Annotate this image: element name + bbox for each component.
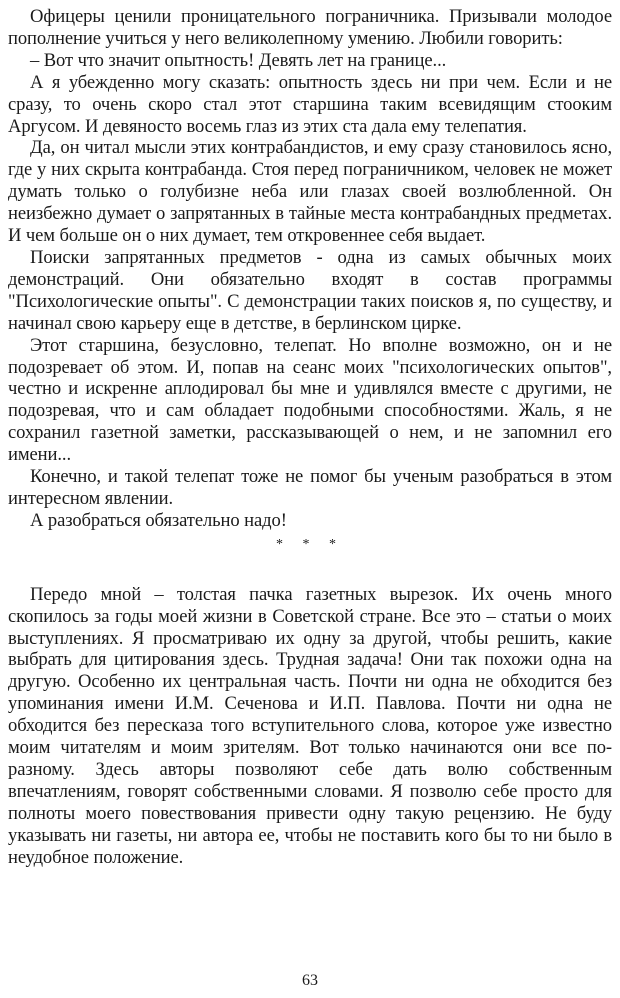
paragraph: Этот старшина, безусловно, телепат. Но вполне возможно, он и не подозревает об этом. И, попав на сеанс моих "психологических опытов", честно и искренне аплодировал бы мне и удивлялся вместе с другими, не подозревая, что и сам обладает подобными способностями. Жаль, я не сохранил газетной заметки, рассказывающей о нем, и не запомнил его имени... [8, 334, 612, 466]
paragraph: Поиски запрятанных предметов - одна из самых обычных моих демонстраций. Они обязательно входят в состав программы "Психологические опыты". С демонстрации таких поисков я, по существу, и начинал свою карьеру еще в детстве, в берлинском цирке. [8, 246, 612, 334]
paragraph: Да, он читал мысли этих контрабандистов, и ему сразу становилось ясно, где у них скрыта контрабанда. Стоя перед пограничником, человек не может думать только о голубизне неба или глазах своей возлюбленной. Он неизбежно думает о запрятанных в тайные места контрабандных предметах. И чем больше он о них думает, тем откровеннее себя выдает. [8, 137, 612, 247]
paragraph: А разобраться обязательно надо! [30, 509, 287, 531]
paragraph: Офицеры ценили проницательного пограничника. Призывали молодое пополнение учиться у него великолепному умению. Любили говорить: [8, 6, 612, 49]
dialogue-line: – Вот что значит опытность! Девять лет на границе... [30, 49, 447, 71]
page-number: 63 [302, 972, 318, 989]
paragraph: А я убежденно могу сказать: опытность здесь ни при чем. Если и не сразу, то очень скоро стал этот старшина таким всевидящим стооким Аргусом. И девяносто восемь глаз из этих ста дала ему телепатия. [8, 71, 612, 137]
paragraph: Конечно, и такой телепат тоже не помог бы ученым разобраться в этом интересном явлении. [8, 466, 612, 509]
paragraph: Передо мной – толстая пачка газетных вырезок. Их очень много скопилось за годы моей жизни в Советской стране. Все это – статьи о моих выступлениях. Я просматриваю их одну за другой, чтобы решить, какие выбрать для цитирования здесь. Трудная задача! Они так похожи одна на другую. Особенно их центральная часть. Почти ни одна не обходится без упоминания имени И.М. Сеченова и И.П. Павлова. Почти ни одна не обходится без пересказа того вступительного слова, которое уже известно моим читателям и моим зрителям. Вот только начинаются они все по-разному. Здесь авторы позволяют себе дать волю собственным впечатлениям, говорят собственными словами. Я позволю себе просто для полноты моего повествования привести одну такую рецензию. Не буду указывать ни газеты, ни автора ее, чтобы не поставить кого бы то ни было в неудобное положение. [8, 583, 612, 868]
section-separator: * * * [276, 536, 344, 552]
